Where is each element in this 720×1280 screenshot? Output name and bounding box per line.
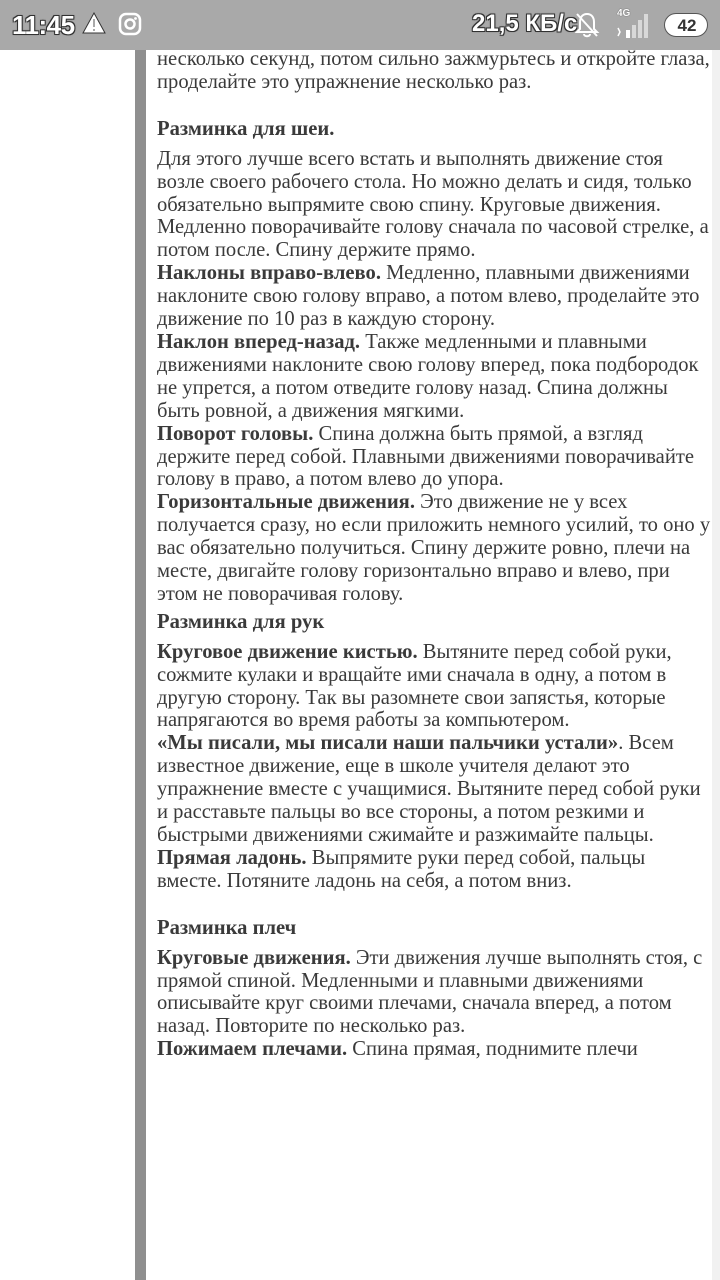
- hands-item: [157, 732, 713, 847]
- right-edge: [712, 50, 720, 1280]
- neck-item: [157, 423, 713, 492]
- article-content[interactable]: [157, 48, 713, 1280]
- neck-item-title: Горизонтальные движения.: [157, 491, 415, 514]
- shoulders-item: [157, 947, 713, 1039]
- neck-item-text: Спина должна быть прямой, а взгляд держите перед собой. Плавными движениями поворачивайте голову в право, а потом влево до упора.: [157, 422, 694, 491]
- neck-heading: Разминка для шеи.: [157, 117, 335, 140]
- hands-item-title: «Мы писали, мы писали наши пальчики устали»: [157, 732, 619, 755]
- pane-divider[interactable]: [135, 50, 146, 1280]
- neck-item-title: Наклоны вправо-влево.: [157, 262, 381, 285]
- hands-item: [157, 641, 713, 733]
- signal-icon: [612, 10, 654, 40]
- neck-item-text: Это движение не у всех получается сразу, но если приложить немного усилий, то оно у вас обязательно получиться. Спину держите ровно, плечи на месте, двигайте голову горизонтально вправо и влево, при этом не поворачивая голову.: [157, 491, 711, 605]
- shoulders-item-title: Пожимаем плечами.: [157, 1038, 348, 1061]
- mute-icon: [574, 11, 600, 39]
- neck-item-title: Поворот головы.: [157, 422, 314, 445]
- status-bar: [0, 0, 720, 50]
- status-time: 11:45: [12, 10, 75, 40]
- shoulders-item: [157, 1038, 713, 1061]
- neck-item-title: Наклон вперед-назад.: [157, 330, 361, 353]
- network-type: 4G: [617, 8, 631, 19]
- battery-level: 42: [677, 16, 697, 35]
- hands-heading: Разминка для рук: [157, 610, 325, 633]
- neck-item-text: Также медленными и плавными движениями наклоните свою голову вперед, пока подбородок не упрется, а потом отведите голову назад. Спина должны быть ровной, а движения мягкими.: [157, 330, 699, 422]
- hands-item-text: . Всем известное движение, еще в школе учителя делают это упражнение вместе с учащимися. Вытяните перед собой руки и расставьте пальцы во все стороны, а потом резкими и быстрыми движениями сжимайте и разжимайте пальцы.: [157, 732, 701, 846]
- neck-intro: Для этого лучше всего встать и выполнять движение стоя возле своего рабочего стола. Но можно делать и сидя, только обязательно выпрямите свою спину. Круговые движения. Медленно поворачивайте голову сначала по часовой стрелке, а потом после. Спину держите прямо.: [157, 147, 709, 262]
- shoulders-item-text: Спина прямая, поднимите плечи: [347, 1038, 638, 1061]
- warning-icon: [82, 12, 106, 34]
- hands-item-text: Выпрямите руки перед собой, пальцы вместе. Потяните ладонь на себя, а потом вниз.: [157, 846, 646, 892]
- neck-item-text: Медленно, плавными движениями наклоните свою голову вправо, а потом влево, проделайте это движение по 10 раз в каждую сторону.: [157, 262, 700, 331]
- shoulders-item-text: Эти движения лучше выполнять стоя, с прямой спиной. Медленными и плавными движениями описывайте круг своими плечами, сначала вперед, а потом назад. Повторите по несколько раз.: [157, 946, 703, 1038]
- shoulders-heading: Разминка плеч: [157, 916, 297, 939]
- shoulders-item-title: Круговые движения.: [157, 946, 351, 969]
- hands-item-text: Вытяните перед собой руки, сожмите кулаки и вращайте ими сначала в одну, а потом в другую сторону. Так вы разомнете свои запястья, которые напрягаются во время работы за компьютером.: [157, 640, 672, 732]
- neck-item: [157, 331, 713, 423]
- hands-item-title: Прямая ладонь.: [157, 846, 307, 869]
- net-speed: 21,5 КБ/с: [472, 10, 578, 37]
- neck-item: [157, 262, 713, 331]
- hands-item-title: Круговое движение кистью.: [157, 640, 418, 663]
- intro-paragraph: несколько секунд, потом сильно зажмурьтесь и откройте глаза, проделайте это упражнение несколько раз.: [157, 48, 710, 93]
- battery-icon: [664, 13, 708, 37]
- left-pane: [0, 50, 135, 1280]
- hands-item: [157, 847, 713, 893]
- neck-item: [157, 491, 713, 606]
- instagram-icon: [118, 12, 142, 36]
